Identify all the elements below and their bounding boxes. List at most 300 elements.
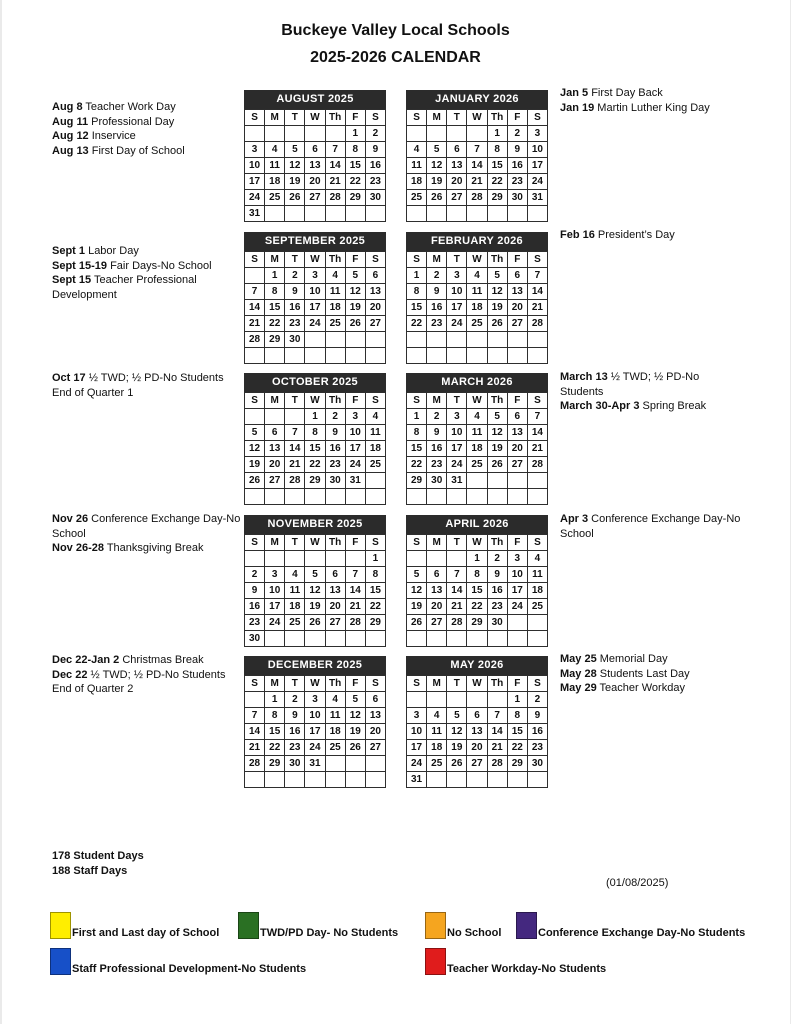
day-cell [447, 206, 467, 222]
day-cell: 14 [245, 300, 265, 316]
day-cell [427, 126, 447, 142]
day-cell: 20 [467, 740, 487, 756]
day-cell [285, 772, 305, 788]
legend-label: Staff Professional Development-No Students [72, 963, 307, 975]
day-cell [527, 206, 547, 222]
day-cell [325, 631, 345, 647]
day-cell [427, 551, 447, 567]
day-cell: 23 [285, 316, 305, 332]
day-cell: 6 [467, 708, 487, 724]
day-cell: 8 [507, 708, 527, 724]
day-cell: 19 [487, 300, 507, 316]
day-cell: 24 [447, 316, 467, 332]
day-cell: 4 [265, 142, 285, 158]
day-cell: 30 [285, 332, 305, 348]
day-cell: 29 [365, 615, 385, 631]
day-cell [305, 551, 325, 567]
day-cell: 23 [325, 457, 345, 473]
day-cell: 20 [427, 599, 447, 615]
day-cell: 10 [527, 142, 547, 158]
month-title: SEPTEMBER 2025 [244, 232, 386, 251]
day-cell [305, 489, 325, 505]
day-cell [487, 332, 507, 348]
day-cell: 23 [507, 174, 527, 190]
day-header-cell: Th [325, 393, 345, 409]
day-cell [245, 772, 265, 788]
month-title: MAY 2026 [406, 656, 548, 675]
day-cell: 26 [487, 457, 507, 473]
calendar-january-2026 [406, 90, 548, 222]
day-cell: 28 [285, 473, 305, 489]
day-cell: 3 [447, 268, 467, 284]
day-cell: 30 [427, 473, 447, 489]
legend-swatch-green-icon [238, 912, 259, 939]
day-header-cell: W [305, 110, 325, 126]
annotation-left-4 [52, 653, 244, 697]
day-cell: 10 [305, 708, 325, 724]
day-cell: 17 [265, 599, 285, 615]
day-cell [407, 692, 427, 708]
annotation-line: Sept 15-19 Fair Days-No School [52, 259, 212, 272]
day-cell [285, 551, 305, 567]
day-cell: 18 [325, 724, 345, 740]
day-cell: 24 [245, 190, 265, 206]
day-cell: 14 [325, 158, 345, 174]
annotation-line: End of Quarter 2 [52, 683, 134, 695]
day-cell: 14 [285, 441, 305, 457]
day-header-cell: T [447, 110, 467, 126]
day-cell: 26 [285, 190, 305, 206]
day-cell [365, 332, 385, 348]
day-cell: 12 [427, 158, 447, 174]
day-cell: 2 [285, 692, 305, 708]
day-cell: 4 [527, 551, 547, 567]
day-cell: 8 [305, 425, 325, 441]
day-cell: 15 [507, 724, 527, 740]
day-cell: 21 [467, 174, 487, 190]
day-header-cell: S [527, 535, 547, 551]
day-cell [285, 206, 305, 222]
day-cell [447, 772, 467, 788]
month-grid [406, 251, 548, 364]
day-cell: 19 [345, 724, 365, 740]
day-cell [527, 631, 547, 647]
day-cell: 22 [265, 740, 285, 756]
day-header-cell: F [507, 393, 527, 409]
day-cell: 1 [365, 551, 385, 567]
day-header-cell: M [265, 252, 285, 268]
day-header-cell: S [365, 252, 385, 268]
annotation-line: Aug 12 Inservice [52, 130, 136, 142]
day-cell [467, 772, 487, 788]
day-cell [407, 551, 427, 567]
day-cell: 7 [527, 268, 547, 284]
day-cell [467, 126, 487, 142]
annotation-line: March 13 ½ TWD; ½ PD-No Students [560, 371, 700, 398]
day-cell: 12 [285, 158, 305, 174]
day-cell: 31 [527, 190, 547, 206]
day-cell: 15 [467, 583, 487, 599]
day-cell: 11 [265, 158, 285, 174]
day-cell: 19 [427, 174, 447, 190]
day-cell [365, 206, 385, 222]
day-cell: 9 [487, 567, 507, 583]
annotation-right-4 [560, 652, 742, 696]
month-title: APRIL 2026 [406, 515, 548, 534]
day-header-cell: Th [325, 110, 345, 126]
annotation-line: Aug 8 Teacher Work Day [52, 101, 176, 113]
day-cell: 10 [447, 425, 467, 441]
day-header-cell: W [305, 252, 325, 268]
day-cell [467, 206, 487, 222]
day-cell: 8 [345, 142, 365, 158]
day-cell: 22 [365, 599, 385, 615]
day-cell [427, 631, 447, 647]
day-cell: 7 [487, 708, 507, 724]
day-cell [527, 348, 547, 364]
day-cell: 21 [285, 457, 305, 473]
day-cell: 24 [345, 457, 365, 473]
day-cell [245, 489, 265, 505]
scan-edge-left [0, 0, 2, 1024]
day-header-cell: M [427, 535, 447, 551]
day-cell: 5 [447, 708, 467, 724]
day-cell: 20 [447, 174, 467, 190]
day-cell: 19 [447, 740, 467, 756]
day-cell [305, 206, 325, 222]
day-cell: 24 [507, 599, 527, 615]
day-cell: 15 [265, 724, 285, 740]
day-cell: 28 [527, 316, 547, 332]
day-cell [447, 348, 467, 364]
annotation-left-1 [52, 244, 244, 302]
day-cell: 28 [447, 615, 467, 631]
staff-days-total: 188 Staff Days [52, 865, 128, 877]
day-cell: 16 [245, 599, 265, 615]
day-cell: 29 [467, 615, 487, 631]
month-title: NOVEMBER 2025 [244, 515, 386, 534]
day-cell: 30 [365, 190, 385, 206]
day-header-cell: Th [325, 535, 345, 551]
day-cell: 7 [467, 142, 487, 158]
day-cell: 18 [285, 599, 305, 615]
legend-swatch-purple-icon [516, 912, 537, 939]
day-cell: 23 [245, 615, 265, 631]
day-cell [325, 756, 345, 772]
day-cell: 2 [365, 126, 385, 142]
day-cell: 28 [325, 190, 345, 206]
day-cell [467, 631, 487, 647]
day-cell: 7 [345, 567, 365, 583]
day-cell: 17 [527, 158, 547, 174]
day-cell: 5 [245, 425, 265, 441]
day-cell: 17 [345, 441, 365, 457]
day-header-cell: Th [487, 676, 507, 692]
day-header-cell: S [527, 110, 547, 126]
annotation-line: May 28 Students Last Day [560, 667, 690, 680]
day-cell: 20 [365, 300, 385, 316]
day-cell: 5 [487, 409, 507, 425]
day-cell: 1 [487, 126, 507, 142]
day-cell [467, 348, 487, 364]
day-header-cell: W [467, 252, 487, 268]
day-cell: 7 [447, 567, 467, 583]
day-cell: 30 [487, 615, 507, 631]
day-cell: 12 [345, 708, 365, 724]
day-cell: 5 [345, 268, 365, 284]
day-header-cell: Th [487, 393, 507, 409]
annotation-line: Aug 13 First Day of School [52, 144, 185, 157]
day-header-cell: M [427, 676, 447, 692]
day-cell: 28 [467, 190, 487, 206]
day-cell [487, 348, 507, 364]
day-cell: 19 [285, 174, 305, 190]
day-cell: 22 [467, 599, 487, 615]
day-cell: 31 [245, 206, 265, 222]
month-title: FEBRUARY 2026 [406, 232, 548, 251]
day-header-cell: S [407, 676, 427, 692]
day-cell: 13 [447, 158, 467, 174]
day-cell: 9 [285, 708, 305, 724]
day-header-cell: T [447, 535, 467, 551]
day-cell: 26 [447, 756, 467, 772]
month-grid [244, 392, 386, 505]
day-cell: 31 [345, 473, 365, 489]
day-cell: 30 [325, 473, 345, 489]
day-cell [427, 692, 447, 708]
legend-label: Conference Exchange Day-No Students [538, 927, 746, 939]
day-header-cell: W [305, 535, 325, 551]
day-cell: 27 [507, 316, 527, 332]
day-cell [507, 348, 527, 364]
day-cell: 7 [245, 708, 265, 724]
day-cell: 5 [427, 142, 447, 158]
day-header-cell: T [285, 676, 305, 692]
day-cell [507, 489, 527, 505]
day-cell: 4 [325, 268, 345, 284]
day-cell [265, 126, 285, 142]
day-cell: 25 [265, 190, 285, 206]
day-cell: 20 [507, 441, 527, 457]
day-cell: 29 [345, 190, 365, 206]
day-cell: 13 [365, 284, 385, 300]
day-cell: 23 [285, 740, 305, 756]
day-cell: 13 [305, 158, 325, 174]
day-cell: 23 [427, 316, 447, 332]
day-cell: 27 [365, 316, 385, 332]
day-cell: 11 [285, 583, 305, 599]
annotation-left-3 [52, 512, 244, 556]
day-header-cell: F [345, 252, 365, 268]
month-title: AUGUST 2025 [244, 90, 386, 109]
day-cell: 7 [245, 284, 265, 300]
day-cell: 22 [345, 174, 365, 190]
day-cell: 2 [285, 268, 305, 284]
month-title: JANUARY 2026 [406, 90, 548, 109]
day-cell: 30 [507, 190, 527, 206]
day-cell [345, 489, 365, 505]
day-cell: 15 [407, 441, 427, 457]
day-cell: 6 [265, 425, 285, 441]
annotation-right-2 [560, 370, 742, 414]
day-cell: 4 [325, 692, 345, 708]
day-cell: 12 [305, 583, 325, 599]
day-cell: 10 [507, 567, 527, 583]
day-cell [467, 489, 487, 505]
day-cell: 11 [427, 724, 447, 740]
day-cell [427, 489, 447, 505]
annotation-line: Dec 22-Jan 2 Christmas Break [52, 654, 204, 666]
day-cell: 3 [507, 551, 527, 567]
day-cell: 14 [487, 724, 507, 740]
day-header-cell: F [507, 110, 527, 126]
day-header-cell: S [407, 535, 427, 551]
day-cell: 8 [265, 708, 285, 724]
annotation-line: Feb 16 President’s Day [560, 229, 675, 241]
annotation-right-0 [560, 86, 742, 115]
day-cell: 11 [467, 284, 487, 300]
day-cell [487, 206, 507, 222]
day-cell [527, 473, 547, 489]
day-cell: 25 [407, 190, 427, 206]
day-cell: 25 [325, 740, 345, 756]
day-cell [507, 206, 527, 222]
day-cell [365, 489, 385, 505]
legend-label: No School [447, 927, 502, 939]
day-cell: 15 [345, 158, 365, 174]
page-title: Buckeye Valley Local Schools [281, 22, 510, 39]
calendar-october-2025 [244, 373, 386, 505]
day-cell: 29 [265, 332, 285, 348]
day-cell: 9 [427, 284, 447, 300]
month-grid [406, 109, 548, 222]
day-cell: 21 [487, 740, 507, 756]
day-cell: 10 [305, 284, 325, 300]
day-cell: 13 [325, 583, 345, 599]
annotation-line: Jan 19 Martin Luther King Day [560, 101, 710, 114]
legend-swatch-yellow-icon [50, 912, 71, 939]
annotation-line: Nov 26-28 Thanksgiving Break [52, 542, 204, 554]
day-cell [527, 615, 547, 631]
day-cell: 5 [305, 567, 325, 583]
day-cell [245, 551, 265, 567]
day-cell [467, 692, 487, 708]
day-cell: 27 [507, 457, 527, 473]
day-header-cell: S [365, 535, 385, 551]
day-cell: 10 [407, 724, 427, 740]
annotation-right-3 [560, 512, 742, 541]
day-header-cell: W [305, 393, 325, 409]
day-cell: 8 [407, 284, 427, 300]
day-cell: 30 [527, 756, 547, 772]
day-cell: 22 [265, 316, 285, 332]
legend-label: TWD/PD Day- No Students [260, 927, 399, 939]
day-cell: 19 [305, 599, 325, 615]
day-cell: 9 [527, 708, 547, 724]
day-header-cell: W [467, 535, 487, 551]
month-grid [406, 675, 548, 788]
day-cell: 27 [325, 615, 345, 631]
day-cell [345, 348, 365, 364]
day-cell [365, 772, 385, 788]
day-cell: 25 [365, 457, 385, 473]
legend-item-yellow [50, 912, 219, 939]
day-cell: 20 [305, 174, 325, 190]
day-cell: 14 [345, 583, 365, 599]
day-cell [507, 772, 527, 788]
annotation-line: Apr 3 Conference Exchange Day-No School [560, 513, 741, 540]
day-cell: 17 [447, 441, 467, 457]
day-cell [447, 489, 467, 505]
day-cell: 17 [507, 583, 527, 599]
month-grid [244, 251, 386, 364]
day-cell: 23 [427, 457, 447, 473]
day-cell: 4 [407, 142, 427, 158]
day-cell: 11 [325, 284, 345, 300]
day-cell [407, 332, 427, 348]
day-cell: 25 [527, 599, 547, 615]
day-cell: 7 [285, 425, 305, 441]
day-cell: 17 [305, 724, 325, 740]
calendar-february-2026 [406, 232, 548, 364]
day-cell: 4 [285, 567, 305, 583]
day-cell [487, 631, 507, 647]
day-cell: 30 [245, 631, 265, 647]
day-cell: 11 [467, 425, 487, 441]
day-cell: 13 [365, 708, 385, 724]
day-cell [245, 268, 265, 284]
day-cell: 28 [245, 756, 265, 772]
day-cell: 18 [365, 441, 385, 457]
day-cell [345, 551, 365, 567]
month-grid [406, 534, 548, 647]
day-header-cell: S [527, 676, 547, 692]
day-cell [365, 756, 385, 772]
day-cell: 24 [447, 457, 467, 473]
day-cell: 8 [365, 567, 385, 583]
legend-item-purple [516, 912, 745, 939]
title-block [0, 17, 791, 71]
day-header-cell: S [245, 535, 265, 551]
day-cell: 12 [487, 425, 507, 441]
annotation-line: March 30-Apr 3 Spring Break [560, 400, 707, 412]
legend-item-blue [50, 948, 306, 975]
month-grid [244, 534, 386, 647]
day-cell: 31 [305, 756, 325, 772]
day-cell [447, 332, 467, 348]
day-cell [365, 631, 385, 647]
day-cell: 23 [365, 174, 385, 190]
day-cell: 8 [265, 284, 285, 300]
day-cell: 15 [305, 441, 325, 457]
day-cell: 2 [325, 409, 345, 425]
day-header-cell: M [265, 535, 285, 551]
month-title: OCTOBER 2025 [244, 373, 386, 392]
day-header-cell: Th [487, 110, 507, 126]
day-cell: 18 [265, 174, 285, 190]
day-header-cell: W [467, 110, 487, 126]
annotation-line: End of Quarter 1 [52, 386, 134, 399]
day-cell: 26 [345, 316, 365, 332]
day-cell: 5 [285, 142, 305, 158]
day-cell: 24 [305, 316, 325, 332]
day-cell: 13 [265, 441, 285, 457]
day-cell: 24 [407, 756, 427, 772]
month-grid [244, 109, 386, 222]
day-cell: 26 [245, 473, 265, 489]
day-cell [265, 551, 285, 567]
calendar-may-2026 [406, 656, 548, 788]
